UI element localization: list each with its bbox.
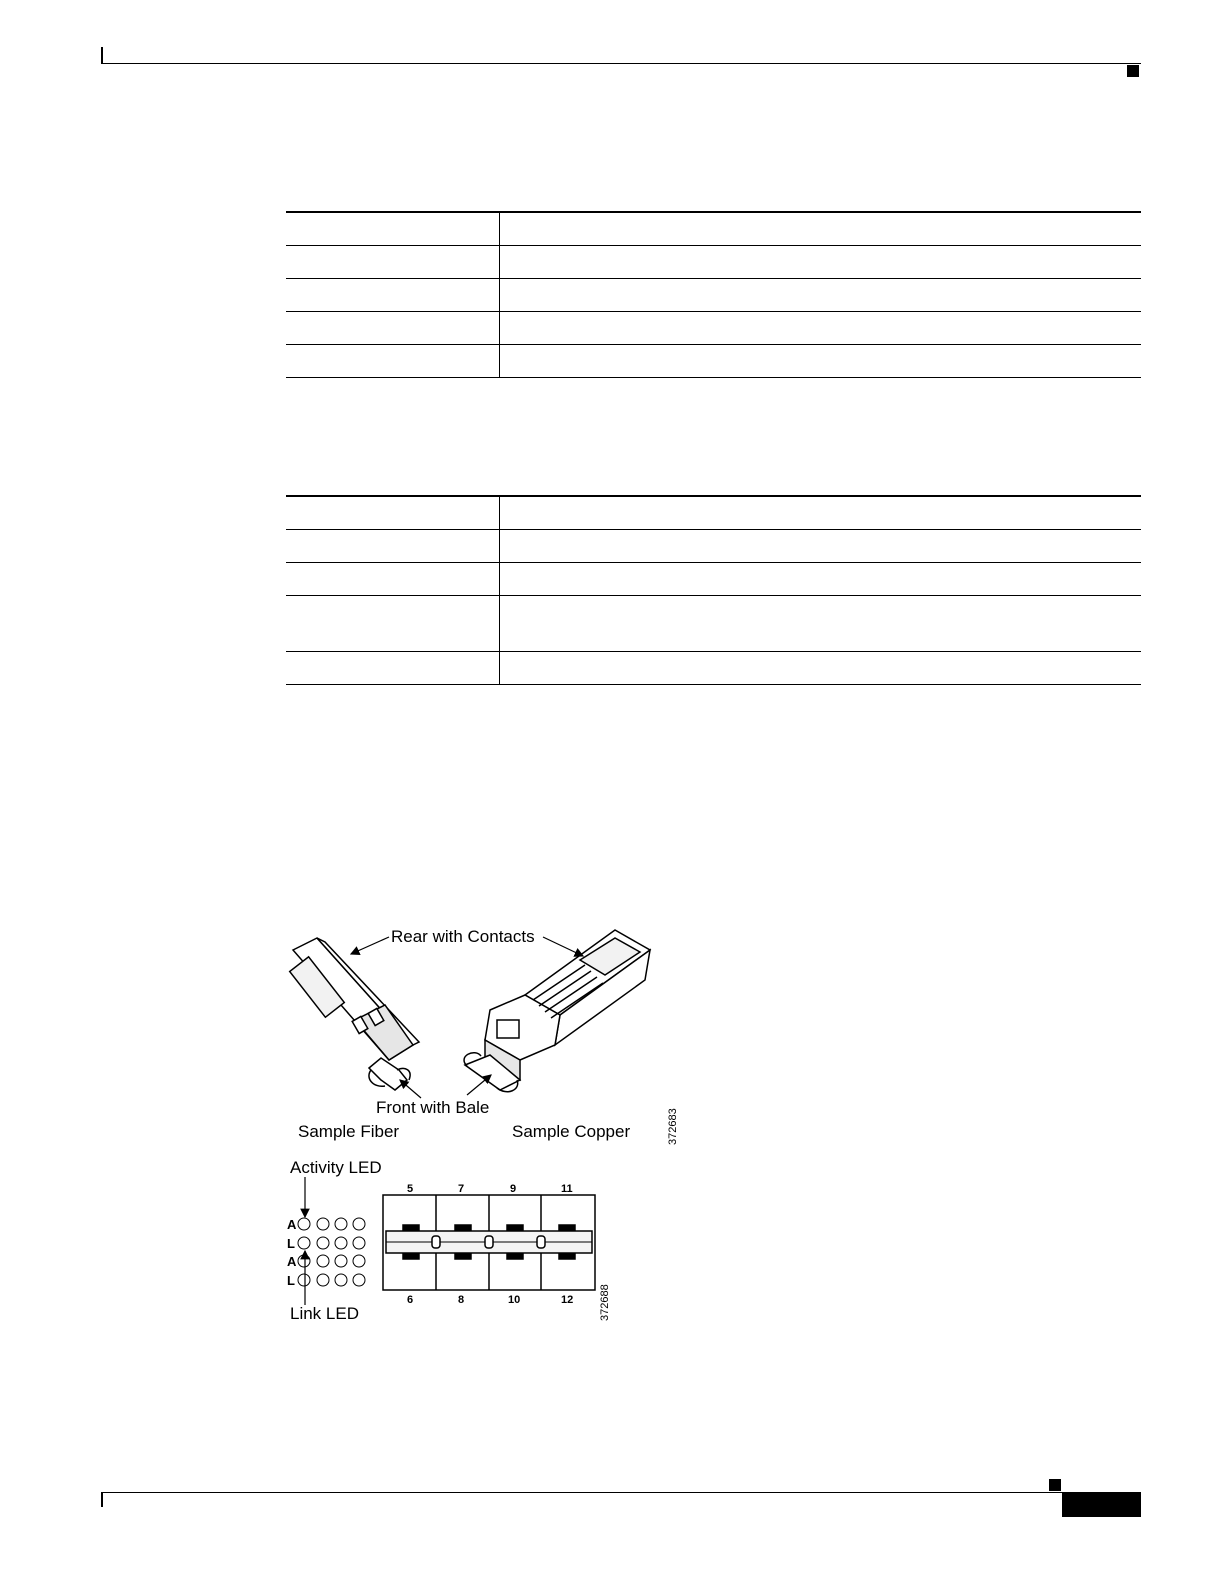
table-cell xyxy=(286,212,500,246)
port-number: 8 xyxy=(458,1294,465,1306)
header-tick xyxy=(101,47,103,64)
figure-id-372688: 372688 xyxy=(599,1284,611,1321)
port-number: 12 xyxy=(561,1294,574,1306)
led-indicator xyxy=(317,1218,329,1230)
table-cell xyxy=(500,312,1142,345)
table-cell xyxy=(286,312,500,345)
table-cell xyxy=(500,530,1142,563)
figure-id-372683: 372683 xyxy=(667,1108,679,1145)
footer-rule xyxy=(101,1492,1141,1493)
copper-module-drawing xyxy=(464,930,650,1092)
label-link-led: Link LED xyxy=(290,1304,359,1323)
port-number: 10 xyxy=(508,1294,521,1306)
table-row xyxy=(286,652,1141,685)
led-indicator xyxy=(298,1274,310,1286)
port-latch xyxy=(559,1254,575,1259)
table-cell xyxy=(500,212,1142,246)
sfp-port-cage xyxy=(383,1195,595,1290)
led-indicator xyxy=(317,1255,329,1267)
table-cell xyxy=(286,279,500,312)
led-grid xyxy=(298,1218,365,1286)
led-indicator xyxy=(317,1237,329,1249)
led-indicator xyxy=(353,1237,365,1249)
label-sample-fiber: Sample Fiber xyxy=(298,1122,400,1141)
led-indicator xyxy=(298,1218,310,1230)
led-indicator xyxy=(335,1255,347,1267)
footer-tick xyxy=(101,1492,103,1507)
table-row xyxy=(286,246,1141,279)
header-marker xyxy=(1127,65,1139,77)
table-cell xyxy=(500,496,1142,530)
table-cell xyxy=(286,496,500,530)
led-row-label: L xyxy=(287,1273,295,1288)
table-row xyxy=(286,312,1141,345)
table-cell xyxy=(500,279,1142,312)
label-sample-copper: Sample Copper xyxy=(512,1122,631,1141)
table-row xyxy=(286,496,1141,530)
port-latch xyxy=(403,1254,419,1259)
port-number: 5 xyxy=(407,1183,414,1195)
port-latch xyxy=(507,1225,523,1230)
header-rule xyxy=(101,63,1141,64)
spec-table-1 xyxy=(286,211,1141,378)
table-cell xyxy=(286,563,500,596)
port-number: 9 xyxy=(510,1183,517,1195)
table-cell xyxy=(286,246,500,279)
table-cell xyxy=(286,596,500,652)
table-row xyxy=(286,279,1141,312)
port-number: 6 xyxy=(407,1294,414,1306)
page-number-tab xyxy=(1062,1493,1141,1517)
table-row xyxy=(286,563,1141,596)
led-indicator xyxy=(353,1255,365,1267)
led-row-label: L xyxy=(287,1236,295,1251)
table-cell xyxy=(500,596,1142,652)
led-indicator xyxy=(298,1237,310,1249)
spec-table-2 xyxy=(286,495,1141,685)
port-latch xyxy=(507,1254,523,1259)
label-front-with-bale: Front with Bale xyxy=(376,1098,490,1117)
table-cell xyxy=(286,345,500,378)
led-indicator xyxy=(353,1218,365,1230)
port-latch xyxy=(403,1225,419,1230)
port-latch xyxy=(455,1225,471,1230)
port-number: 11 xyxy=(561,1183,573,1195)
fiber-module-drawing xyxy=(290,938,419,1090)
table-row xyxy=(286,212,1141,246)
table-row xyxy=(286,596,1141,652)
led-row-label: A xyxy=(287,1254,297,1269)
table-cell xyxy=(286,530,500,563)
table-cell xyxy=(500,563,1142,596)
port-number: 7 xyxy=(458,1183,465,1195)
table-cell xyxy=(286,652,500,685)
table-cell xyxy=(500,652,1142,685)
led-indicator xyxy=(335,1237,347,1249)
led-indicator xyxy=(353,1274,365,1286)
table-row xyxy=(286,345,1141,378)
label-rear-with-contacts: Rear with Contacts xyxy=(391,927,535,946)
table-cell xyxy=(500,345,1142,378)
led-row-label: A xyxy=(287,1217,297,1232)
port-led-panel-figure xyxy=(285,1155,625,1330)
port-latch xyxy=(559,1225,575,1230)
led-indicator xyxy=(317,1274,329,1286)
port-latch xyxy=(455,1254,471,1259)
footer-marker xyxy=(1049,1479,1061,1491)
led-indicator xyxy=(298,1255,310,1267)
table-cell xyxy=(500,246,1142,279)
sfp-modules-figure xyxy=(285,920,685,1152)
led-indicator xyxy=(335,1218,347,1230)
label-activity-led: Activity LED xyxy=(290,1158,382,1177)
table-row xyxy=(286,530,1141,563)
led-indicator xyxy=(335,1274,347,1286)
